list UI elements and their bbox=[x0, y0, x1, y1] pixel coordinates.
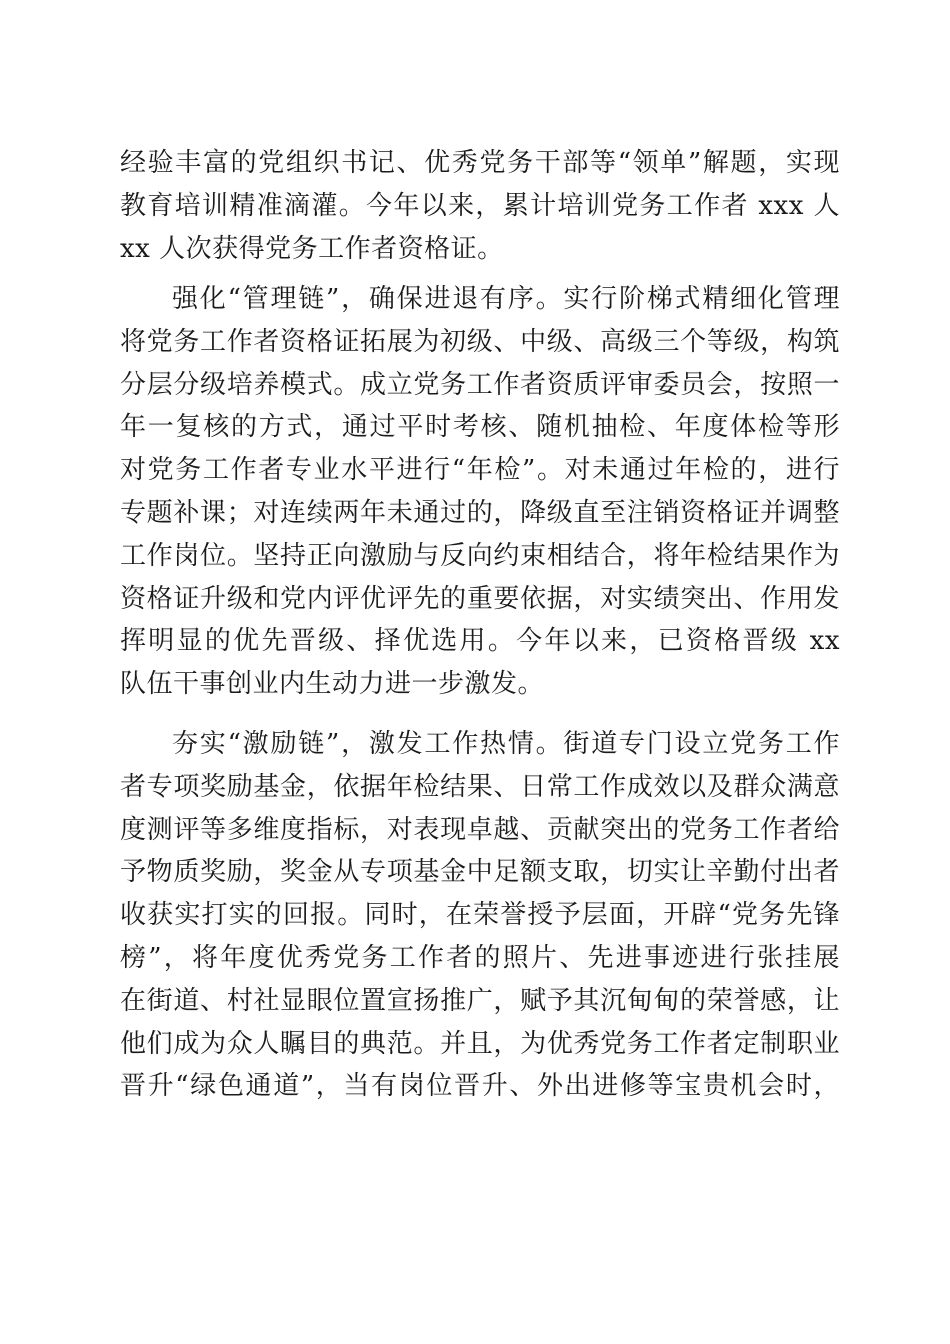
paragraph-line: 年一复核的方式，通过平时考核、随机抽检、年度体检等形 bbox=[120, 412, 840, 443]
paragraph-line: 经验丰富的党组织书记、优秀党务干部等“领单”解题，实现 bbox=[120, 148, 840, 178]
paragraph-line: 夯实“激励链”，激发工作热情。街道专门设立党务工作 bbox=[172, 729, 840, 759]
paragraph-line: 晋升“绿色通道”，当有岗位晋升、外出进修等宝贵机会时， bbox=[120, 1071, 840, 1102]
paragraph-line: 他们成为众人瞩目的典范。并且，为优秀党务工作者定制职业 bbox=[120, 1028, 840, 1059]
paragraph-line: 教育培训精准滴灌。今年以来，累计培训党务工作者 xxx 人 bbox=[120, 190, 840, 221]
paragraph-line: 在街道、村社显眼位置宣扬推广，赋予其沉甸甸的荣誉感，让 bbox=[120, 985, 840, 1016]
paragraph-line: 分层分级培养模式。成立党务工作者资质评审委员会，按照一 bbox=[120, 369, 840, 400]
paragraph-management-chain bbox=[120, 278, 840, 706]
paragraph-line: 度测评等多维度指标，对表现卓越、贡献突出的党务工作者给 bbox=[120, 814, 840, 845]
paragraph-line: 强化“管理链”，确保进退有序。实行阶梯式精细化管理 bbox=[172, 284, 840, 314]
paragraph-line: 将党务工作者资格证拓展为初级、中级、高级三个等级，构筑 bbox=[120, 326, 840, 357]
paragraph-line: xx 人次获得党务工作者资格证。 bbox=[120, 233, 504, 264]
paragraph-line: 资格证升级和党内评优评先的重要依据，对实绩突出、作用发 bbox=[120, 583, 840, 614]
paragraph-line: 挥明显的优先晋级、择优选用。今年以来，已资格晋级 xx bbox=[120, 626, 840, 657]
paragraph-line: 队伍干事创业内生动力进一步激发。 bbox=[120, 669, 545, 700]
paragraph-line: 者专项奖励基金，依据年检结果、日常工作成效以及群众满意 bbox=[120, 771, 840, 802]
paragraph-line: 予物质奖励，奖金从专项基金中足额支取，切实让辛勤付出者 bbox=[120, 857, 840, 888]
paragraph-line: 榜”，将年度优秀党务工作者的照片、先进事迹进行张挂展 bbox=[120, 942, 840, 973]
paragraph-line: 工作岗位。坚持正向激励与反向约束相结合，将年检结果作为 bbox=[120, 540, 840, 571]
paragraph-incentive-chain bbox=[120, 723, 840, 1108]
paragraph-line: 收获实打实的回报。同时，在荣誉授予层面，开辟“党务先锋 bbox=[120, 900, 840, 931]
paragraph-line: 对党务工作者专业水平进行“年检”。对未通过年检的，进行 bbox=[120, 455, 840, 486]
paragraph-line: 专题补课；对连续两年未通过的，降级直至注销资格证并调整 bbox=[120, 497, 840, 528]
paragraph-training-results bbox=[120, 142, 840, 270]
